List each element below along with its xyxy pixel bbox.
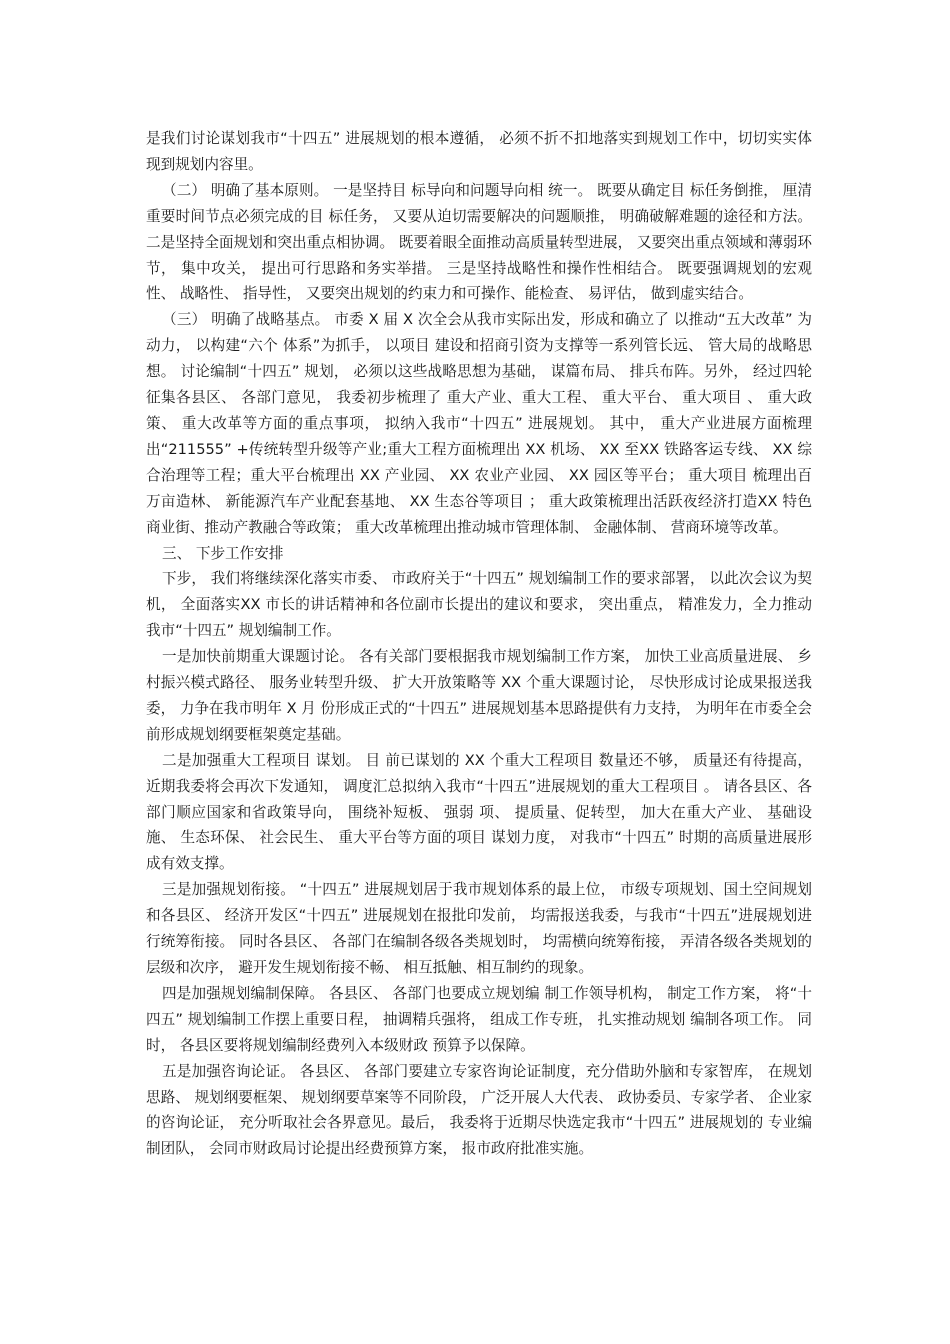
paragraph-research-topics: 一是加快前期重大课题讨论。 各有关部门要根据我市规划编制工作方案， 加快工业高质量进展、 乡 村振兴模式路径、 服务业转型升级、 扩大开放策略等 XX 个重大课题讨论， 尽快形成讨论成果报送我委， 力争在我市明年 X 月 份形成正式的“十四五” 进展规划基本思路提供有力支持， 为明年在市委全会前形成规划纲要框架奠定基础。 xyxy=(146,648,812,743)
section-heading-next-steps: 三、 下步工作安排 xyxy=(162,544,284,562)
paragraph-plan-coordination: 三是加强规划衔接。 “十四五” 进展规划居于我市规划体系的最上位， 市级专项规划、国土空间规划和各县区、 经济开发区“十四五” 进展规划在报批印发前， 均需报送我委，与我市“十四五”进展规划进行统筹衔接。 同时各县区、 各部门在编制各级各类规划时， 均需横向统筹衔接， 弄清各级各类规划的层级和次序， 避开发生规划衔接不畅、 相互抵触、相互制约的现象。 xyxy=(146,881,812,976)
paragraph-strategic-basis: （三） 明确了战略基点。 市委 X 届 X 次全会从我市实际出发，形成和确立了 以推动“五大改革” 为动力， 以构建“六个 体系”为抓手， 以项目 建设和招商引资为支撑等一系列管长远、 管大局的战略思想。 讨论编制“十四五” 规划， 必须以这些战略思想为基础， 谋篇布局、 排兵布阵。另外， 经过四轮征集各县区、 各部门意见， 我委初步梳理了 重大产业、重大工程、 重大平台、 重大项目 、 重大政策、 重大改革等方面的重点事项， 拟纳入我市“十四五” 进展规划。 其中， 重大产业进展方面梳理出“211555” +传统转型升级等产业;重大工程方面梳理出 XX 机场、 XX 至XX 铁路客运专线、 XX 综合治理等工程；重大平台梳理出 XX 产业园、 XX 农业产业园、 XX 园区等平台； 重大项目 梳理出百万亩造林、 新能源汽车产业配套基地、 XX 生态谷等项目 ； 重大政策梳理出活跃夜经济打造XX 特色商业街、推动产教融合等政策； 重大改革梳理出推动城市管理体制、 金融体制、 营商环境等改革。 xyxy=(146,311,812,536)
paragraph-major-projects: 二是加强重大工程项目 谋划。 目 前已谋划的 XX 个重大工程项目 数量还不够， 质量还有待提高， 近期我委将会再次下发通知， 调度汇总拟纳入我市“十四五”进展规划的重大工程项目 。 请各县区、各部门顺应国家和省政策导向， 围绕补短板、 强弱 项、 提质量、促转型， 加大在重大产业、 基础设施、 生态环保、 社会民生、 重大平台等方面的项目 谋划力度， 对我市“十四五” 时期的高质量进展形成有效支撑。 xyxy=(146,751,812,873)
paragraph-intro: 是我们讨论谋划我市“十四五” 进展规划的根本遵循， 必须不折不扣地落实到规划工作中，切切实实体现到规划内容里。 xyxy=(146,130,812,173)
paragraph-next-steps-overview: 下步， 我们将继续深化落实市委、 市政府关于“十四五” 规划编制工作的要求部署， 以此次会议为契机， 全面落实XX 市长的讲话精神和各位副市长提出的建议和要求， 突出重点， 精准发力，全力推动我市“十四五” 规划编制工作。 xyxy=(146,570,812,640)
paragraph-basic-principles: （二） 明确了基本原则。 一是坚持目 标导向和问题导向相 统一。 既要从确定目 标任务倒推， 厘清重要时间节点必须完成的目 标任务， 又要从迫切需要解决的问题顺推， 明确破解难题的途径和方法。 二是坚持全面规划和突出重点相协调。 既要着眼全面推动高质量转型进展， 又要突出重点领域和薄弱环节， 集中攻关， 提出可行思路和务实举措。 三是坚持战略性和操作性相结合。 既要强调规划的宏观性、 战略性、 指导性， 又要突出规划的约束力和可操作、能检查、 易评估， 做到虚实结合。 xyxy=(146,181,813,303)
paragraph-consultation: 五是加强咨询论证。 各县区、 各部门要建立专家咨询论证制度，充分借助外脑和专家智库， 在规划思路、 规划纲要框架、 规划纲要草案等不同阶段， 广泛开展人大代表、 政协委员、专家学者、 企业家的咨询论证， 充分听取社会各界意见。最后， 我委将于近期尽快选定我市“十四五” 进展规划的 专业编制团队， 会同市财政局讨论提出经费预算方案， 报市政府批准实施。 xyxy=(146,1062,812,1158)
paragraph-plan-support: 四是加强规划编制保障。 各县区、 各部门也要成立规划编 制工作领导机构， 制定工作方案， 将“十四五” 规划编制工作摆上重要日程， 抽调精兵强将， 组成工作专班， 扎实推动规划 编制各项工作。 同时， 各县区要将规划编制经费列入本级财政 预算予以保障。 xyxy=(146,984,812,1054)
